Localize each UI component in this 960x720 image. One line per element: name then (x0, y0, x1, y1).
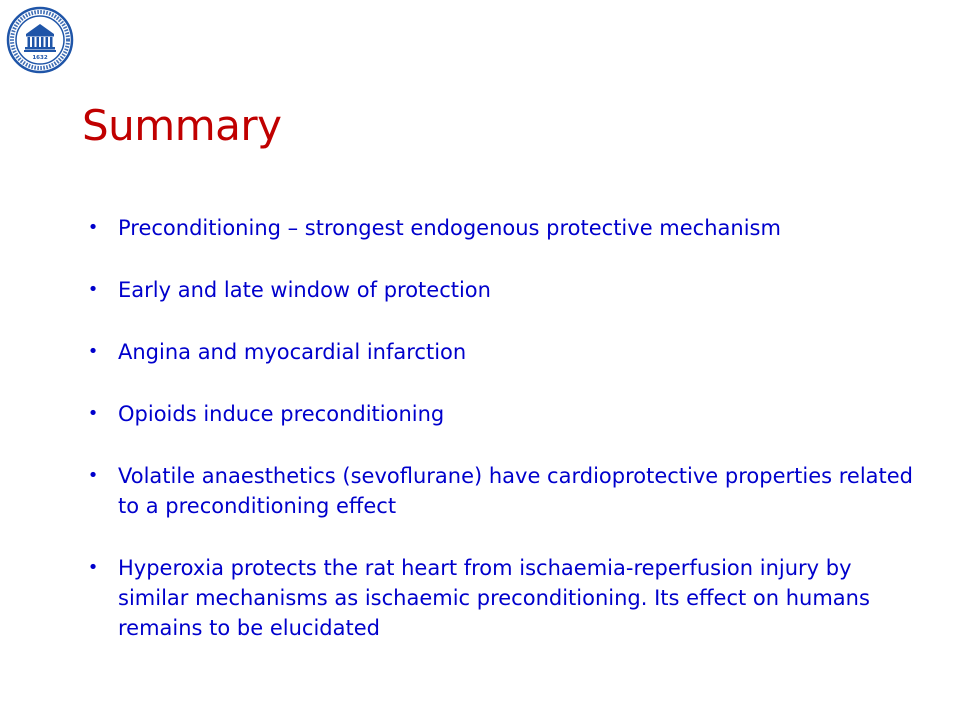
bullet-item-2 (82, 275, 922, 305)
bullet-item-4 (82, 399, 922, 429)
bullet-icon: • (87, 279, 99, 300)
bullet-icon: • (87, 217, 99, 238)
bullet-item-3 (82, 337, 922, 367)
bullet-icon: • (87, 403, 99, 424)
bullet-icon: • (87, 557, 99, 578)
bullet-icon: • (87, 341, 99, 362)
bullet-list (82, 213, 922, 675)
bullet-text: Early and late window of protection (118, 278, 491, 302)
bullet-icon: • (87, 465, 99, 486)
bullet-text: Opioids induce preconditioning (118, 402, 445, 426)
university-seal-icon (6, 6, 74, 74)
bullet-item-1 (82, 213, 922, 243)
bullet-item-5 (82, 461, 922, 521)
slide-title: Summary (82, 101, 282, 150)
bullet-text: Preconditioning – strongest endogenous protective mechanism (118, 216, 781, 240)
bullet-text: Hyperoxia protects the rat heart from ischaemia-reperfusion injury by similar mechanisms as ischaemic preconditioning. Its effect on humans remains to be elucidated (118, 556, 870, 640)
seal-year: 1632 (32, 55, 48, 61)
bullet-text: Angina and myocardial infarction (118, 340, 467, 364)
bullet-text: Volatile anaesthetics (sevoflurane) have cardioprotective properties related to a preconditioning effect (118, 464, 914, 518)
bullet-item-6 (82, 553, 922, 643)
